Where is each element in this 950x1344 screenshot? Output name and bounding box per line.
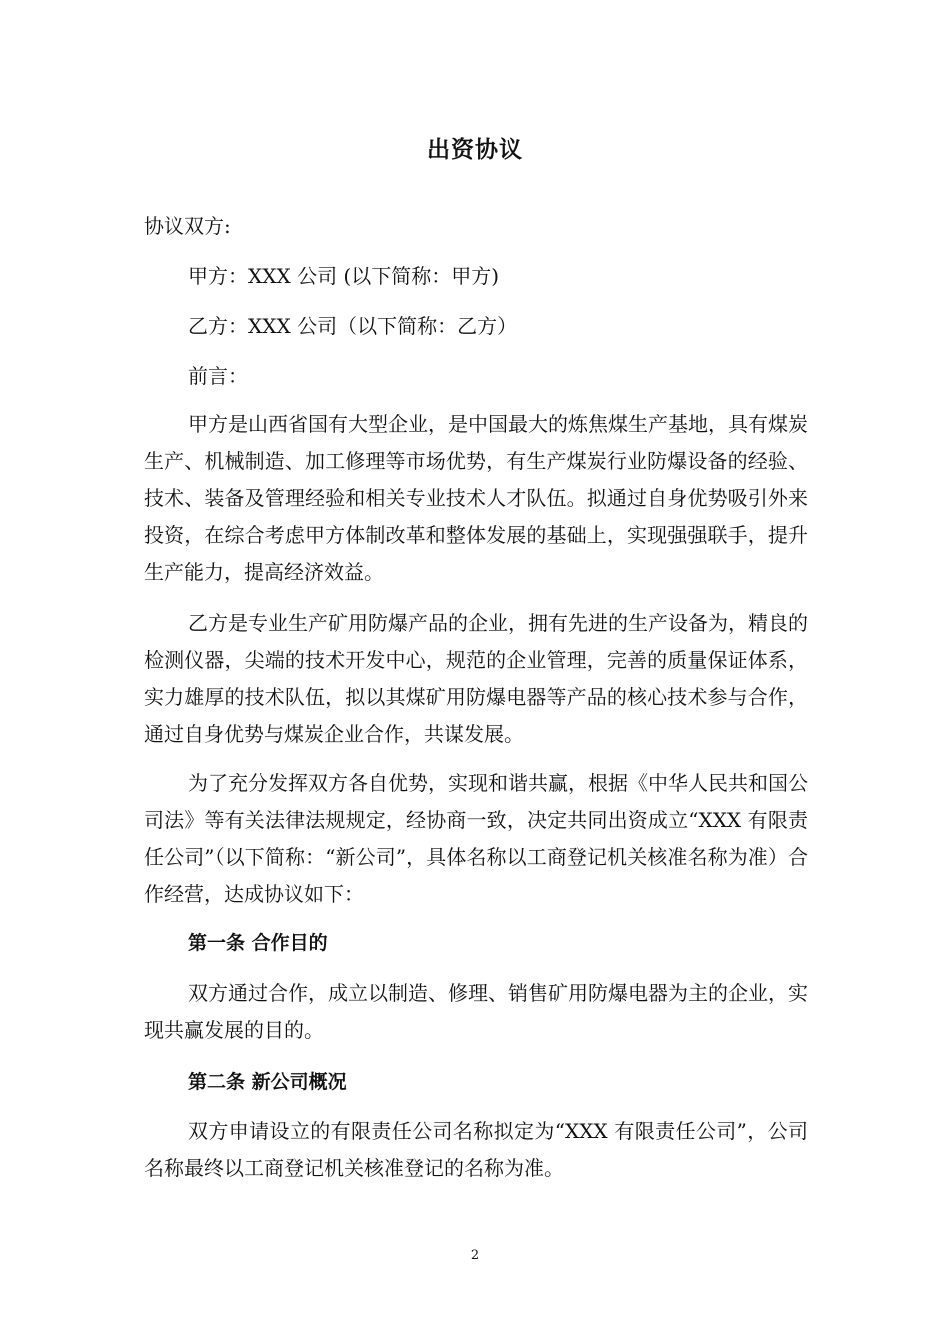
paragraph-agreement-basis: 为了充分发挥双方各自优势，实现和谐共赢，根据《中华人民共和国公司法》等有关法律法规规定，经协商一致，决定共同出资成立“XXX 有限责任公司”（以下简称：“新公司”，具体名称以工商登记机关核准名称为准）合作经营，达成协议如下： xyxy=(144,771,808,906)
party-b-line: 乙方：XXX 公司（以下简称：乙方） xyxy=(188,314,518,338)
party-a-line: 甲方：XXX 公司 (以下简称：甲方) xyxy=(188,264,500,288)
page-number: 2 xyxy=(470,1248,480,1263)
paragraph-party-b-profile: 乙方是专业生产矿用防爆产品的企业，拥有先进的生产设备为，精良的检测仪器，尖端的技术开发中心，规范的企业管理，完善的质量保证体系，实力雄厚的技术队伍，拟以其煤矿用防爆电器等产品的核心技术参与合作，通过自身优势与煤炭企业合作，共谋发展。 xyxy=(144,611,808,746)
preamble-label: 前言： xyxy=(188,364,248,388)
document-title: 出资协议 xyxy=(427,137,523,163)
paragraph-party-a-profile: 甲方是山西省国有大型企业，是中国最大的炼焦煤生产基地，具有煤炭生产、机械制造、加工修理等市场优势，有生产煤炭行业防爆设备的经验、技术、装备及管理经验和相关专业技术人才队伍。拟通过自身优势吸引外来投资，在综合考虑甲方体制改革和整体发展的基础上，实现强强联手，提升生产能力，提高经济效益。 xyxy=(144,412,808,584)
article-1-heading: 第一条 合作目的 xyxy=(188,932,328,954)
parties-intro: 协议双方: xyxy=(144,214,231,238)
article-2-body: 双方申请设立的有限责任公司名称拟定为“XXX 有限责任公司”，公司名称最终以工商登记机关核准登记的名称为准。 xyxy=(144,1119,808,1180)
article-1-body: 双方通过合作，成立以制造、修理、销售矿用防爆电器为主的企业，实现共赢发展的目的。 xyxy=(144,981,808,1042)
article-2-heading: 第二条 新公司概况 xyxy=(188,1071,347,1093)
